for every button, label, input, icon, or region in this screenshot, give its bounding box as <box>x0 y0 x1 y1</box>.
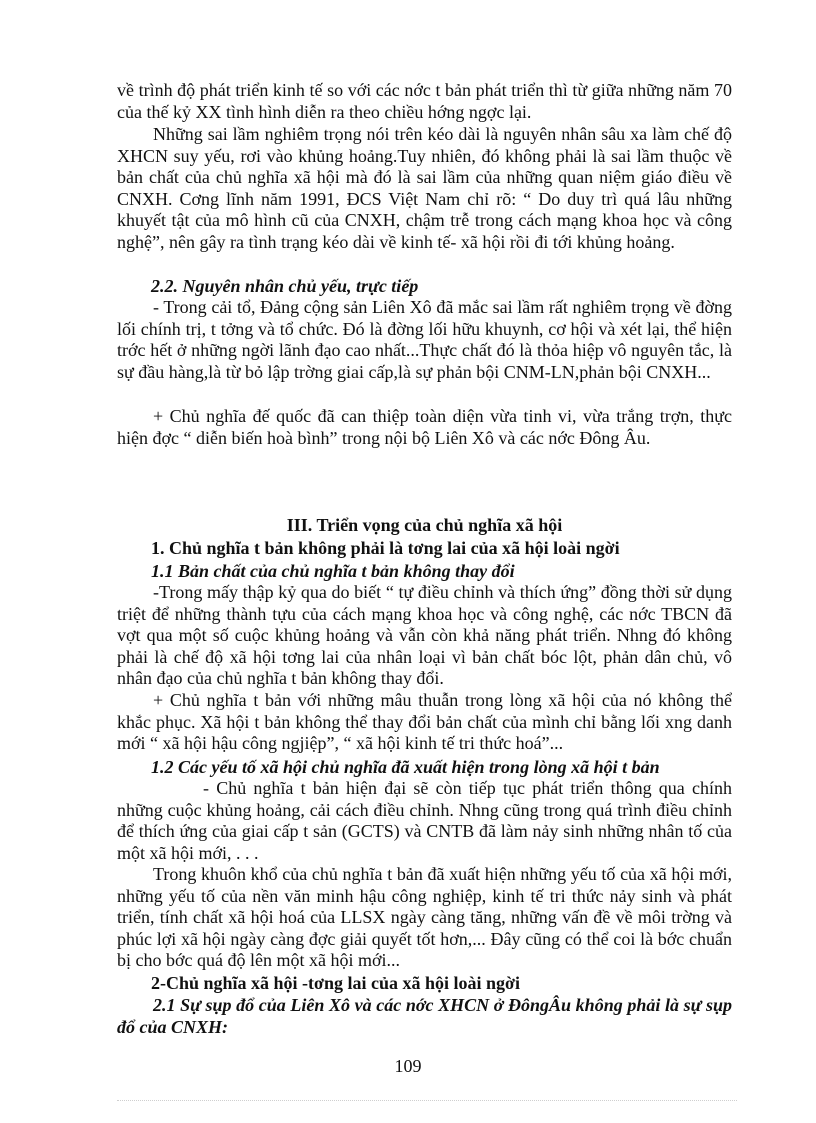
paragraph: -Trong mấy thập kỷ qua do biết “ tự điều chỉnh và thích ứng” đồng thời sử dụng triệt để những thành tựu của cách mạng khoa học và công nghệ, các nớc TBCN đã vợt qua một số cuộc khủng hoảng và vẫn còn khả năng phát triển. Nhng đó không phải là chế độ xã hội tơng lai của nhân loại vì bản chất bóc lột, phản dân chủ, vô nhân đạo của chủ nghĩa t bản không thay đổi. <box>117 582 732 689</box>
page-number: 109 <box>394 1056 422 1076</box>
section-heading-1-1: 1.1 Bản chất của chủ nghĩa t bản không thay đổi <box>151 561 515 581</box>
section-heading-1: 1. Chủ nghĩa t bản không phải là tơng lai của xã hội loài ngời <box>151 538 620 558</box>
section-heading-2-1: 2.1 Sự sụp đổ của Liên Xô và các nớc XHCN ở ĐôngÂu không phải là sự sụp đổ của CNXH: <box>117 995 732 1037</box>
paragraph: - Chủ nghĩa t bản hiện đại sẽ còn tiếp tục phát triển thông qua chính những cuộc khủng hoảng, cải cách điều chỉnh. Nhng cũng trong quá trình điều chỉnh để thích ứng của giai cấp t sản (GCTS) và CNTB đã làm nảy sinh những nhân tố của một xã hội mới, . . . <box>117 778 732 863</box>
footer-rule <box>117 1100 737 1101</box>
chapter-heading: III. Triển vọng của chủ nghĩa xã hội <box>286 515 563 535</box>
paragraph: + Chủ nghĩa t bản với những mâu thuẫn trong lòng xã hội của nó không thể khắc phục. Xã hội t bản không thể thay đổi bản chất của mình chỉ bằng lối xng danh mới “ xã hội hậu công ngjiệp”, “ xã hội kinh tế tri thức hoá”... <box>117 690 732 754</box>
paragraph: về trình độ phát triển kinh tế so với các nớc t bản phát triển thì từ giữa những năm 70 của thế kỷ XX tình hình diễn ra theo chiều hớng ngợc lại. <box>117 80 732 122</box>
paragraph: - Trong cải tổ, Đảng cộng sản Liên Xô đã mắc sai lầm rất nghiêm trọng về đờng lối chính trị, t tởng và tổ chức. Đó là đờng lối hữu khuynh, cơ hội và xét lại, thể hiện trớc hết ở những ngời lãnh đạo cao nhất...Thực chất đó là thỏa hiệp vô nguyên tắc, là sự đầu hàng,là từ bỏ lập trờng giai cấp,là sự phản bội CNM-LN,phản bội CNXH... <box>117 297 732 382</box>
section-heading-1-2: 1.2 Các yếu tố xã hội chủ nghĩa đã xuất hiện trong lòng xã hội t bản <box>151 757 660 777</box>
paragraph: Trong khuôn khổ của chủ nghĩa t bản đã xuất hiện những yếu tố của xã hội mới, những yếu tố của nền văn minh hậu công nghiệp, kinh tế tri thức nảy sinh và phát triển, tính chất xã hội hoá của LLSX ngày càng tăng, những vấn đề về môi trờng và phúc lợi xã hội ngày càng đợc giải quyết tốt hơn,... Đây cũng có thể coi là bớc chuẩn bị cho bớc quá độ lên một xã hội mới... <box>117 864 732 971</box>
section-heading-2-2: 2.2. Nguyên nhân chủ yếu, trực tiếp <box>151 276 419 296</box>
section-heading-2: 2-Chủ nghĩa xã hội -tơng lai của xã hội loài ngời <box>151 973 521 993</box>
paragraph: Những sai lầm nghiêm trọng nói trên kéo dài là nguyên nhân sâu xa làm chế độ XHCN suy yếu, rơi vào khủng hoảng.Tuy nhiên, đó không phải là sai lầm thuộc về bản chất của chủ nghĩa xã hội mà đó là sai lầm của những quan niệm giáo điều về CNXH. Cơng lĩnh năm 1991, ĐCS Việt Nam chỉ rõ: “ Do duy trì quá lâu những khuyết tật của mô hình cũ của CNXH, chậm trễ trong cách mạng khoa học và công nghệ”, nên gây ra tình trạng kéo dài về kinh tế- xã hội rồi đi tới khủng hoảng. <box>117 124 732 252</box>
paragraph: + Chủ nghĩa đế quốc đã can thiệp toàn diện vừa tinh vi, vừa trắng trợn, thực hiện đợc “ diễn biến hoà bình” trong nội bộ Liên Xô và các nớc Đông Âu. <box>117 406 732 448</box>
